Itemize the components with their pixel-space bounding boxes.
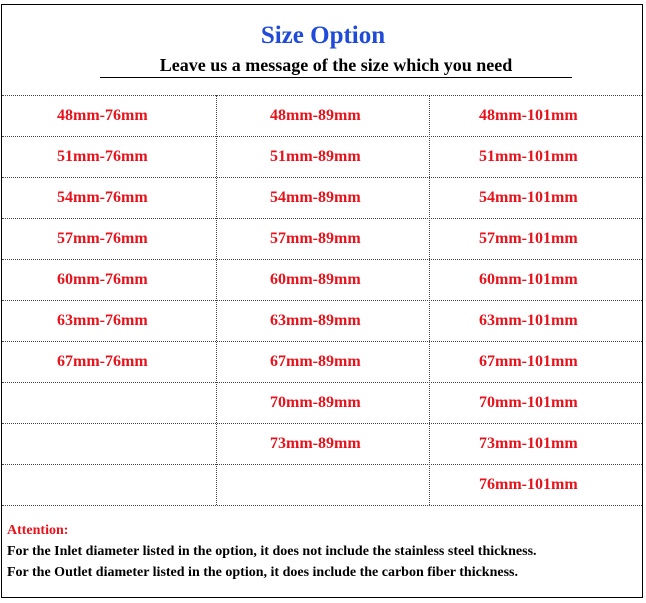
- subtitle-underline: [100, 55, 572, 78]
- size-option-cell: 57mm-89mm: [270, 230, 361, 247]
- size-option-cell: 63mm-101mm: [479, 312, 578, 329]
- page-title: Size Option: [260, 22, 386, 49]
- size-option-cell: 48mm-89mm: [270, 107, 361, 124]
- size-option-cell: 54mm-89mm: [270, 189, 361, 206]
- size-option-cell: 54mm-76mm: [57, 189, 148, 206]
- table-row-divider: [2, 505, 642, 506]
- size-option-cell: 60mm-101mm: [479, 271, 578, 288]
- size-option-cell: 57mm-101mm: [479, 230, 578, 247]
- size-option-table: [2, 95, 642, 505]
- size-option-cell: 57mm-76mm: [57, 230, 148, 247]
- size-option-cell: 70mm-89mm: [270, 394, 361, 411]
- size-option-cell: 67mm-101mm: [479, 353, 578, 370]
- size-option-cell: 48mm-101mm: [479, 107, 578, 124]
- size-option-cell: 70mm-101mm: [479, 394, 578, 411]
- size-option-cell: 51mm-89mm: [270, 148, 361, 165]
- size-option-cell: 60mm-76mm: [57, 271, 148, 288]
- inlet-note: For the Inlet diameter listed in the option, it does not include the stainless steel thickness.: [7, 544, 537, 559]
- outlet-note: For the Outlet diameter listed in the option, it does include the carbon fiber thickness.: [7, 565, 518, 580]
- page-subtitle: Leave us a message of the size which you need: [159, 55, 513, 75]
- size-option-cell: 67mm-89mm: [270, 353, 361, 370]
- size-option-cell: 54mm-101mm: [479, 189, 578, 206]
- size-option-cell: 63mm-76mm: [57, 312, 148, 329]
- size-option-cell: 51mm-76mm: [57, 148, 148, 165]
- size-option-cell: 60mm-89mm: [270, 271, 361, 288]
- size-option-cell: 73mm-89mm: [270, 435, 361, 452]
- table-column-divider: [216, 95, 217, 505]
- attention-label: Attention:: [7, 523, 69, 538]
- size-option-cell: 67mm-76mm: [57, 353, 148, 370]
- size-option-cell: 48mm-76mm: [57, 107, 148, 124]
- size-option-cell: 51mm-101mm: [479, 148, 578, 165]
- table-column-divider: [429, 95, 430, 505]
- size-option-cell: 63mm-89mm: [270, 312, 361, 329]
- size-option-cell: 73mm-101mm: [479, 435, 578, 452]
- size-option-cell: 76mm-101mm: [479, 476, 578, 493]
